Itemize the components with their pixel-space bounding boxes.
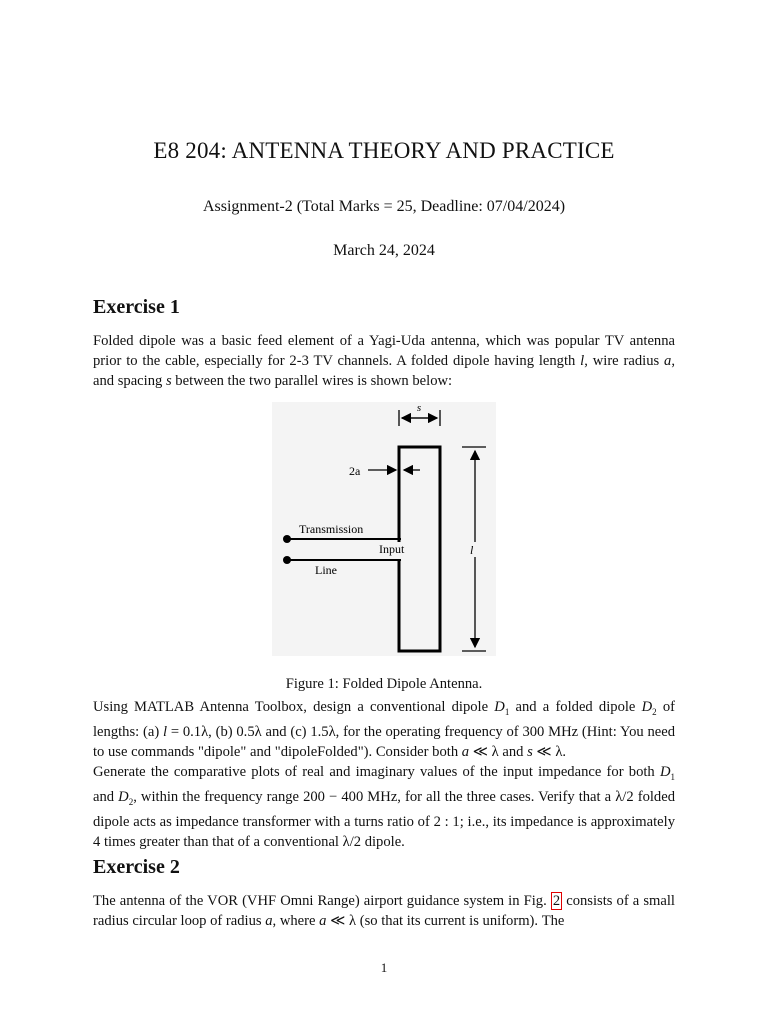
label-2a: 2a (349, 464, 361, 478)
exercise-2-heading: Exercise 2 (93, 856, 180, 878)
folded-dipole-loop (399, 447, 440, 651)
exercise-1-paragraph-1: Folded dipole was a basic feed element of a Yagi-Uda antenna, which was popular TV antenna prior to the cable, especially for 2-3 TV channels. A folded dipole having length l, wire radius a, and spacing s between the two parallel wires is shown below: (93, 333, 675, 389)
exercise-2-paragraph-1: The antenna of the VOR (VHF Omni Range) airport guidance system in Fig. 2 consists of a small radius circular loop of radius a, where a ≪ λ (so that its current is uniform). The (93, 893, 675, 929)
figure-1-caption: Figure 1: Folded Dipole Antenna. (285, 676, 483, 692)
assignment-subtitle: Assignment-2 (Total Marks = 25, Deadline: 07/04/2024) (202, 198, 566, 215)
label-transmission: Transmission (299, 522, 364, 536)
label-s: s (416, 402, 422, 414)
folded-dipole-diagram (272, 402, 496, 656)
label-input: Input (379, 542, 405, 556)
label-l: l (470, 543, 474, 557)
page-number: 1 (380, 960, 388, 975)
exercise-1-heading: Exercise 1 (93, 296, 180, 318)
exercise-1-paragraph-3: Generate the comparative plots of real and imaginary values of the input impedance for both $D_1$ and $D_2$, within the frequency range 200 − 400 MHz, for all the three cases. Verify that a λ/2 folded dipole acts as impedance transformer with a turns ratio of 2 : 1; i.e., its impedance is approximately 4 times greater than that of a conventional λ/2 dipole. (93, 764, 675, 850)
document-date: March 24, 2024 (333, 242, 435, 259)
page-title: E8 204: ANTENNA THEORY AND PRACTICE (153, 138, 615, 163)
exercise-1-paragraph-2: Using MATLAB Antenna Toolbox, design a conventional dipole $D_1$ and a folded dipole $D_2$ of lengths: (a) l = 0.1λ, (b) 0.5λ and (c) 1.5λ, for the operating frequency of 300 MHz (Hint: You need to use commands "dipole" and "dipoleFolded"). Consider both a ≪ λ and s ≪ λ. (93, 699, 675, 760)
folded-dipole-figure (272, 402, 496, 656)
label-line: Line (315, 563, 337, 577)
figure-2-reference-link[interactable]: 2 (552, 893, 561, 909)
